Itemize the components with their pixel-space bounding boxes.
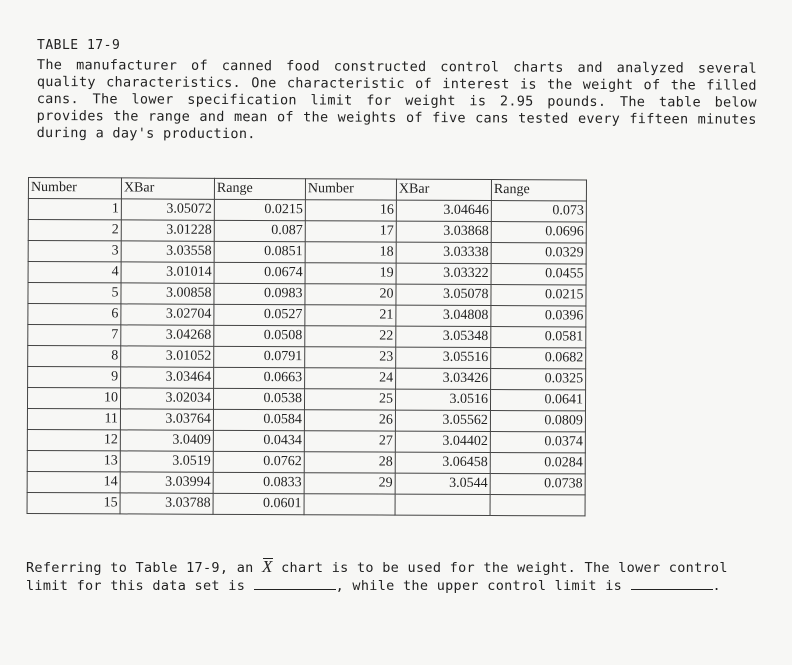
cell-xbar: 3.03426 (396, 368, 491, 389)
cell-xbar: 3.04808 (396, 305, 491, 326)
cell-range: 0.0601 (213, 493, 304, 514)
cell-range: 0.0508 (214, 325, 305, 346)
cell-number: 1 (28, 199, 121, 220)
cell-range: 0.0374 (490, 432, 585, 453)
cell-xbar: 3.03788 (120, 493, 213, 514)
table-row (27, 492, 585, 515)
table-row (28, 346, 586, 369)
cell-xbar: 3.01052 (121, 346, 214, 367)
cell-xbar: 3.0519 (120, 451, 213, 472)
table-header-row (28, 178, 586, 201)
cell-range: 0.087 (214, 220, 305, 241)
lower-control-limit-blank[interactable] (254, 577, 336, 590)
table-row (28, 241, 586, 264)
cell-range: 0.0396 (491, 306, 586, 327)
cell-number: 11 (27, 408, 120, 429)
cell-range: 0.0674 (214, 262, 305, 283)
cell-number: 18 (305, 242, 396, 263)
cell-number: 21 (305, 305, 396, 326)
cell-number: 20 (305, 284, 396, 305)
table-row (27, 408, 585, 431)
cell-xbar: 3.0409 (120, 430, 213, 451)
table-caption: TABLE 17-9 (37, 38, 121, 53)
header-xbar: XBar (121, 178, 214, 199)
cell-range: 0.0434 (213, 430, 304, 451)
cell-range: 0.0584 (213, 409, 304, 430)
cell-range: 0.0641 (490, 390, 585, 411)
cell-range: 0.0329 (491, 243, 586, 264)
cell-number: 2 (28, 220, 121, 241)
cell-range: 0.0284 (490, 453, 585, 474)
cell-xbar: 3.02704 (121, 304, 214, 325)
table-row (27, 429, 585, 452)
cell-xbar: 3.03322 (396, 263, 491, 284)
table-row (27, 471, 585, 494)
cell-range: 0.0581 (491, 327, 586, 348)
table-row (28, 283, 586, 306)
cell-number: 23 (305, 347, 396, 368)
cell-number: 14 (27, 471, 120, 492)
cell-number: 24 (305, 368, 396, 389)
xbar-symbol: X (262, 557, 273, 576)
cell-range: 0.0682 (491, 348, 586, 369)
cell-range: 0.0851 (214, 241, 305, 262)
header-number: Number (305, 179, 396, 200)
question-text (26, 558, 744, 595)
header-number: Number (28, 178, 121, 199)
cell-xbar: 3.01228 (121, 220, 214, 241)
cell-xbar: 3.03764 (120, 409, 213, 430)
cell-number: 5 (28, 283, 121, 304)
cell-xbar: 3.02034 (120, 388, 213, 409)
cell-xbar: 3.0516 (395, 389, 490, 410)
cell-xbar (395, 494, 490, 515)
cell-range: 0.0809 (490, 411, 585, 432)
cell-xbar: 3.05078 (396, 284, 491, 305)
table-row (27, 388, 585, 411)
header-range: Range (214, 178, 305, 199)
table-row (28, 367, 586, 390)
question-part-3: , while the upper control limit is (335, 578, 623, 594)
cell-xbar: 3.03558 (121, 241, 214, 262)
cell-number: 25 (304, 389, 395, 410)
cell-range: 0.0538 (213, 388, 304, 409)
cell-xbar: 3.03464 (121, 367, 214, 388)
cell-number: 27 (304, 431, 395, 452)
cell-number: 29 (304, 473, 395, 494)
cell-xbar: 3.01014 (121, 262, 214, 283)
cell-xbar: 3.05348 (396, 326, 491, 347)
cell-number: 16 (305, 200, 396, 221)
cell-number: 3 (28, 241, 121, 262)
cell-xbar: 3.04402 (395, 431, 490, 452)
cell-number: 10 (27, 388, 120, 409)
cell-xbar: 3.06458 (395, 452, 490, 473)
header-xbar: XBar (396, 179, 491, 200)
cell-range: 0.0696 (491, 222, 586, 243)
cell-xbar: 3.05072 (121, 199, 214, 220)
table-row (28, 220, 586, 243)
table-row (28, 325, 586, 348)
cell-range: 0.0527 (214, 304, 305, 325)
cell-range: 0.073 (491, 201, 586, 222)
cell-range: 0.0833 (213, 472, 304, 493)
cell-xbar: 3.03868 (396, 221, 491, 242)
cell-range: 0.0983 (214, 283, 305, 304)
cell-number: 13 (27, 450, 120, 471)
cell-number: 7 (28, 325, 121, 346)
cell-number: 6 (28, 304, 121, 325)
cell-range: 0.0762 (213, 451, 304, 472)
table-body (27, 199, 586, 516)
cell-number: 17 (305, 221, 396, 242)
question-part-2: chart is to be used for the weight. The lower control limit for this data set is (26, 560, 728, 594)
cell-range: 0.0663 (214, 367, 305, 388)
cell-xbar: 3.0544 (395, 473, 490, 494)
cell-range: 0.0325 (491, 369, 586, 390)
cell-number: 12 (27, 429, 120, 450)
cell-xbar: 3.04268 (121, 325, 214, 346)
cell-xbar: 3.03338 (396, 242, 491, 263)
cell-number: 15 (27, 492, 120, 513)
cell-xbar: 3.05562 (395, 410, 490, 431)
question-part-4: . (712, 578, 721, 594)
cell-number: 9 (28, 367, 121, 388)
cell-xbar: 3.04646 (396, 200, 491, 221)
cell-number: 28 (304, 452, 395, 473)
cell-number: 19 (305, 263, 396, 284)
question-part-1: Referring to Table 17-9, an (26, 560, 254, 576)
header-range: Range (491, 180, 586, 201)
cell-number: 4 (28, 262, 121, 283)
cell-range: 0.0215 (214, 199, 305, 220)
cell-range (490, 495, 585, 516)
cell-xbar: 3.00858 (121, 283, 214, 304)
cell-number: 26 (304, 410, 395, 431)
data-table (27, 177, 587, 516)
cell-range: 0.0455 (491, 264, 586, 285)
cell-xbar: 3.03994 (120, 472, 213, 493)
table-row (27, 450, 585, 473)
table-row (28, 262, 586, 285)
cell-range: 0.0791 (214, 346, 305, 367)
table-row (28, 199, 586, 222)
cell-xbar: 3.05516 (396, 347, 491, 368)
cell-range: 0.0215 (491, 285, 586, 306)
cell-number (304, 494, 395, 515)
cell-number: 22 (305, 326, 396, 347)
cell-range: 0.0738 (490, 474, 585, 495)
table-row (28, 304, 586, 327)
upper-control-limit-blank[interactable] (631, 577, 713, 590)
cell-number: 8 (28, 346, 121, 367)
problem-description: The manufacturer of canned food constructed control charts and analyzed several quality characteristics. One characteristic of interest is the weight of the filled cans. The lower specification limit for weight is 2.95 pounds. The table below provides the range and mean of the weights of five cans tested every fifteen minutes during a day's production. (36, 57, 757, 143)
